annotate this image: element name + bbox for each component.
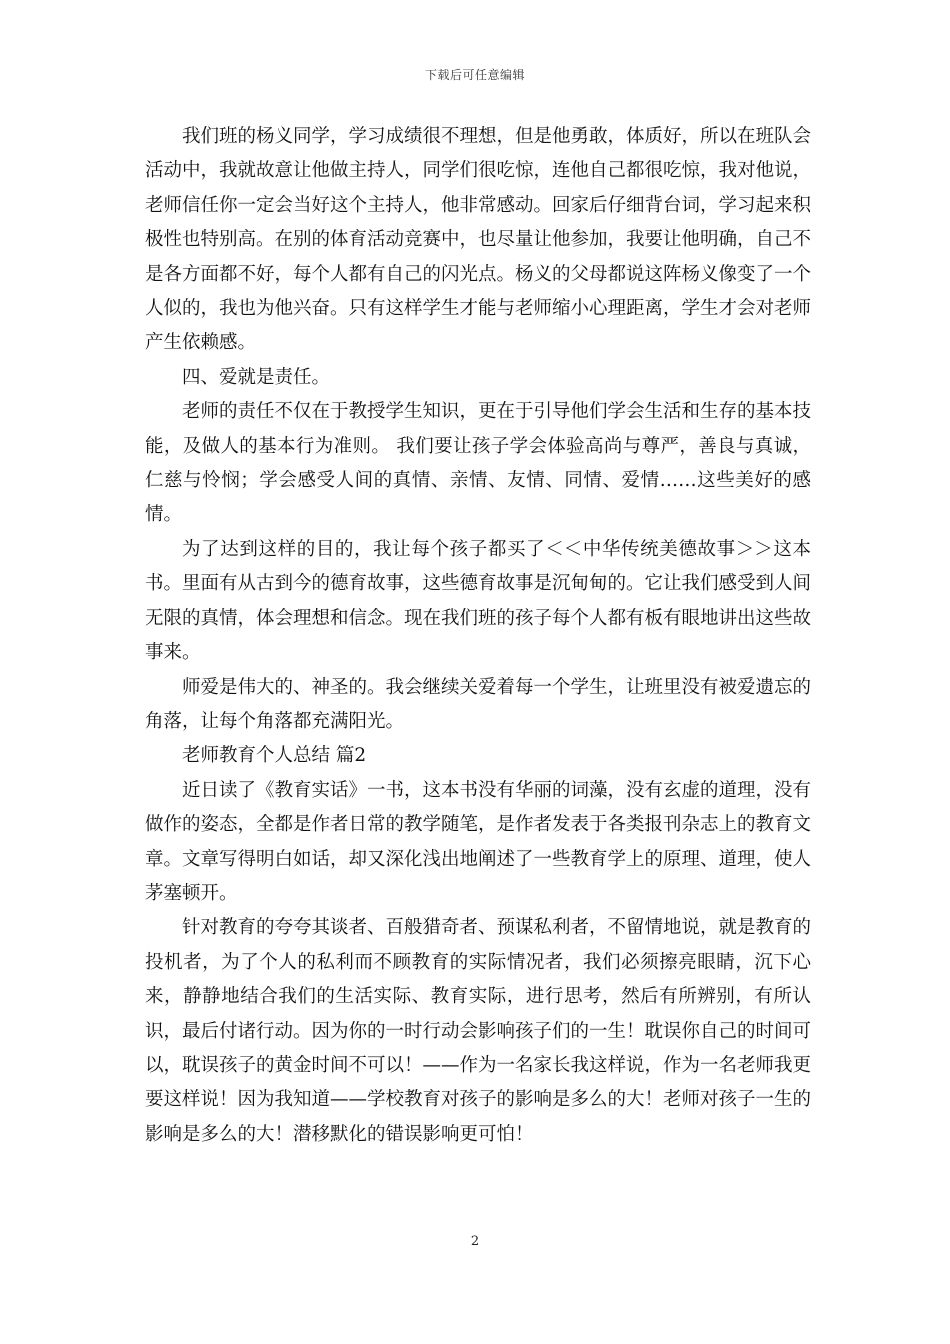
page-number: 2 [470,1234,480,1249]
paragraph-teacher-love: 师爱是伟大的、神圣的。我会继续关爱着每一个学生，让班里没有被爱遗忘的角落，让每个角落都充满阳光。 [145,676,812,732]
paragraph-teacher-responsibility: 老师的责任不仅在于教授学生知识，更在于引导他们学会生活和生存的基本技能，及做人的基本行为准则。 我们要让孩子学会体验高尚与尊严，善良与真诚，仁慈与怜悯；学会感受人间的真情、亲情、友情、同情、爱情……这些美好的感情。 [145,401,812,526]
document-body [145,120,811,1152]
paragraph-virtue-stories-book: 为了达到这样的目的，我让每个孩子都买了＜＜中华传统美德故事＞＞这本书。里面有从古到今的德育故事，这些德育故事是沉甸甸的。它让我们感受到人间无限的真情，体会理想和信念。现在我们班的孩子每个人都有板有眼地讲出这些故事来。 [145,538,812,664]
section-heading-love-is-responsibility: 四、爱就是责任。 [182,366,331,388]
paragraph-book-review: 近日读了《教育实话》一书，这本书没有华丽的词藻，没有玄虚的道理，没有做作的姿态，全都是作者日常的教学随笔，是作者发表于各类报刊杂志上的教育文章。文章写得明白如话，却又深化浅出地阐述了一些教育学上的原理、道理，使人茅塞顿开。 [145,779,812,904]
paragraph-education-speculators: 针对教育的夸夸其谈者、百般猎奇者、预谋私利者，不留情地说，就是教育的投机者，为了个人的私利而不顾教育的实际情况者，我们必须擦亮眼睛，沉下心来，静静地结合我们的生活实际、教育实际，进行思考，然后有所辨别，有所认识，最后付诸行动。因为你的一时行动会影响孩子们的一生！耽误你自己的时间可以，耽误孩子的黄金时间不可以！——作为一名家长我这样说，作为一名老师我更要这样说！因为我知道——学校教育对孩子的影响是多么的大！老师对孩子一生的影响是多么的大！潜移默化的错误影响更可怕！ [145,917,812,1145]
page-header: 下载后可任意编辑 [424,68,525,82]
section-heading-summary-part2: 老师教育个人总结 篇2 [182,745,367,767]
paragraph-yangyi-story: 我们班的杨义同学，学习成绩很不理想，但是他勇敢，体质好，所以在班队会活动中，我就故意让他做主持人，同学们很吃惊，连他自己都很吃惊，我对他说，老师信任你一定会当好这个主持人，他非常感动。回家后仔细背台词，学习起来积极性也特别高。在别的体育活动竞赛中，也尽量让他参加，我要让他明确，自己不是各方面都不好，每个人都有自己的闪光点。杨义的父母都说这阵杨义像变了一个人似的，我也为他兴奋。只有这样学生才能与老师缩小心理距离，学生才会对老师产生依赖感。 [145,126,812,354]
